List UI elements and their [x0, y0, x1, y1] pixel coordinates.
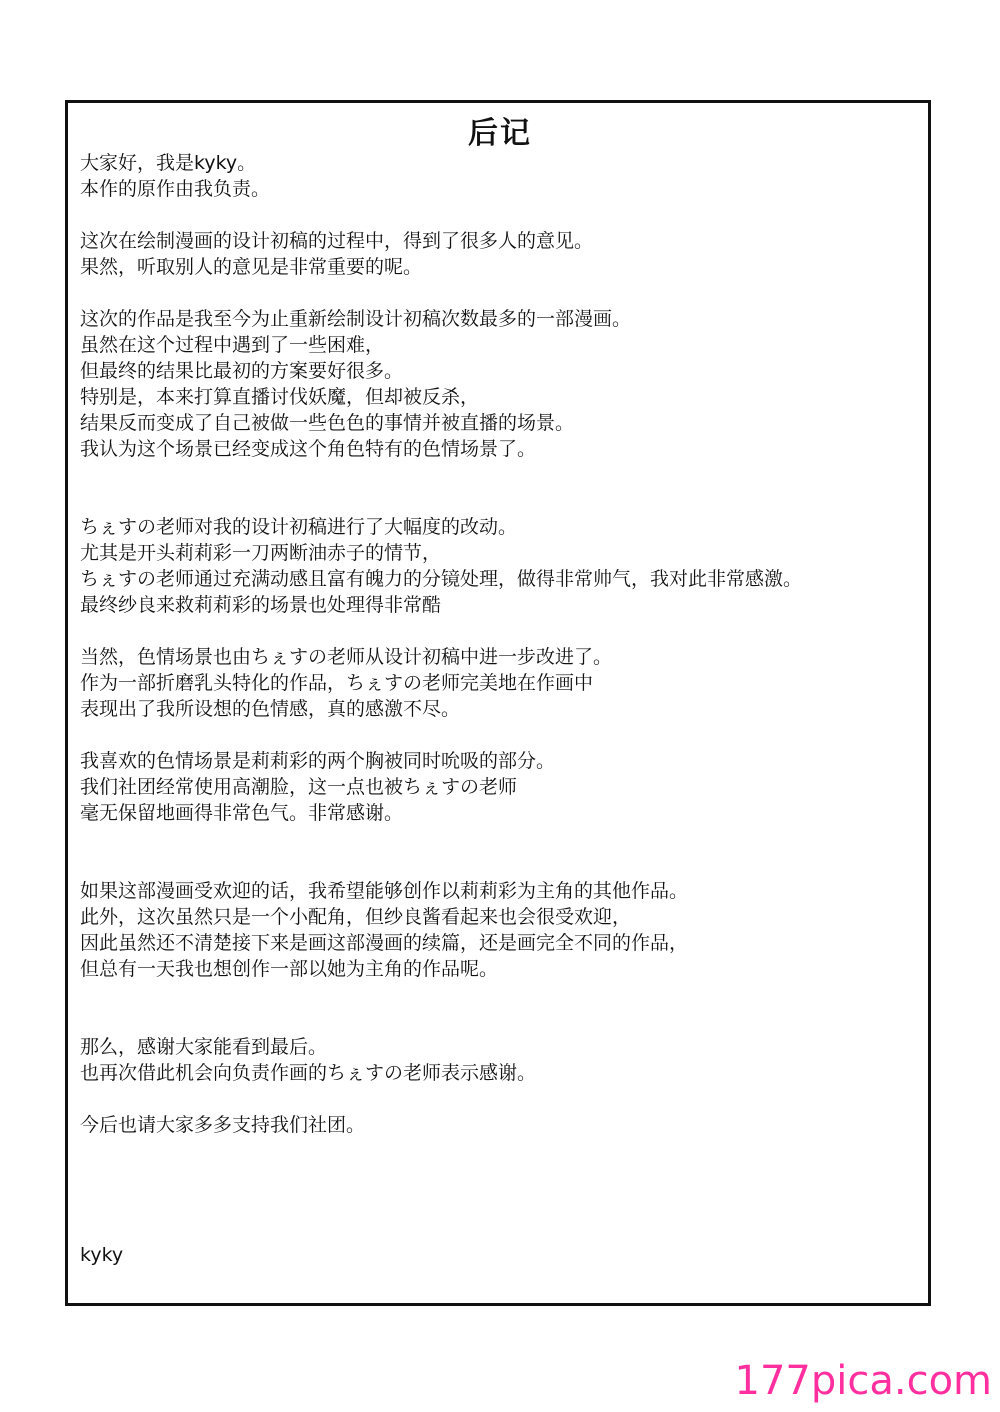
- text-line: 如果这部漫画受欢迎的话，我希望能够创作以莉莉彩为主角的其他作品。: [80, 880, 689, 902]
- text-line: 我喜欢的色情场景是莉莉彩的两个胸被同时吮吸的部分。: [80, 750, 556, 772]
- text-line: 最终纱良来救莉莉彩的场景也处理得非常酷: [80, 594, 442, 616]
- text-line: 也再次借此机会向负责作画的ちぇすの老师表示感谢。: [80, 1062, 537, 1084]
- paragraph-support: [80, 1112, 925, 1138]
- page-title: 后记: [468, 116, 532, 151]
- text-line: 因此虽然还不清楚接下来是画这部漫画的续篇，还是画完全不同的作品，: [80, 932, 689, 954]
- paragraph-drafts: [80, 228, 925, 280]
- text-line: 这次的作品是我至今为止重新绘制设计初稿次数最多的一部漫画。: [80, 308, 632, 330]
- text-line: 本作的原作由我负责。: [80, 178, 271, 200]
- signature: kyky: [80, 1244, 124, 1266]
- text-line: 虽然在这个过程中遇到了一些困难，: [80, 334, 385, 356]
- text-line: 果然，听取别人的意见是非常重要的呢。: [80, 256, 423, 278]
- text-line: ちぇすの老师通过充满动感且富有魄力的分镜处理，做得非常帅气，我对此非常感激。: [80, 568, 803, 590]
- text-line: 我们社团经常使用高潮脸，这一点也被ちぇすの老师: [80, 776, 518, 798]
- text-line: 但最终的结果比最初的方案要好很多。: [80, 360, 404, 382]
- text-line: 尤其是开头莉莉彩一刀两断油赤子的情节，: [80, 542, 442, 564]
- text-line: 我认为这个场景已经变成这个角色特有的色情场景了。: [80, 438, 537, 460]
- text-line: 这次在绘制漫画的设计初稿的过程中，得到了很多人的意见。: [80, 230, 594, 252]
- text-line: 那么，感谢大家能看到最后。: [80, 1036, 328, 1058]
- afterword-body: [80, 150, 925, 1268]
- text-line: 但总有一天我也想创作一部以她为主角的作品呢。: [80, 958, 499, 980]
- paragraph-greeting: [80, 150, 925, 202]
- paragraph-future: [80, 878, 925, 982]
- text-line: 结果反而变成了自己被做一些色色的事情并被直播的场景。: [80, 412, 575, 434]
- paragraph-improvements: [80, 644, 925, 722]
- paragraph-favorite: [80, 748, 925, 826]
- text-line: 毫无保留地画得非常色气。非常感谢。: [80, 802, 404, 824]
- text-line: ちぇすの老师对我的设计初稿进行了大幅度的改动。: [80, 516, 518, 538]
- text-line: 大家好，我是kyky。: [80, 152, 257, 174]
- paragraph-thanks: [80, 1034, 925, 1086]
- watermark: 177pica.com: [734, 1358, 992, 1404]
- text-line: 此外，这次虽然只是一个小配角，但纱良酱看起来也会很受欢迎，: [80, 906, 632, 928]
- text-line: 特别是，本来打算直播讨伐妖魔，但却被反杀，: [80, 386, 480, 408]
- text-line: 今后也请大家多多支持我们社团。: [80, 1114, 366, 1136]
- paragraph-redraws: [80, 306, 925, 462]
- paragraph-artist: [80, 514, 925, 618]
- text-line: 表现出了我所设想的色情感，真的感激不尽。: [80, 698, 461, 720]
- text-line: 作为一部折磨乳头特化的作品，ちぇすの老师完美地在作画中: [80, 672, 594, 694]
- text-line: 当然，色情场景也由ちぇすの老师从设计初稿中进一步改进了。: [80, 646, 613, 668]
